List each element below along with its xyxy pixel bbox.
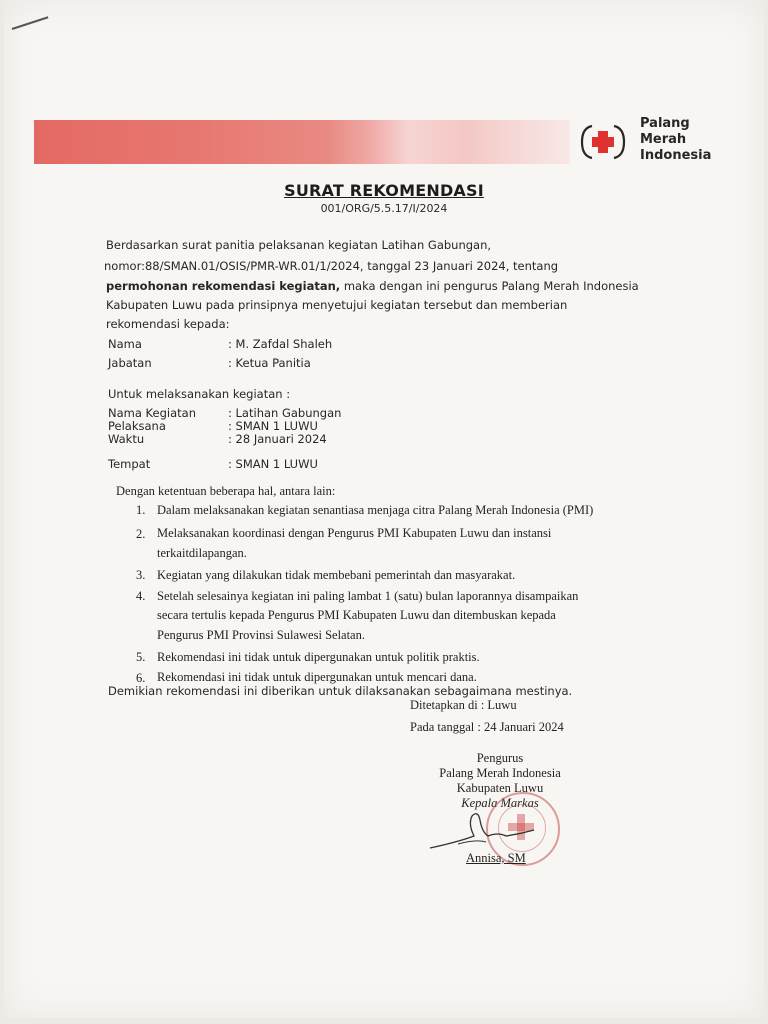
recipient-position-label: Jabatan (108, 356, 152, 370)
intro-line-4: Kabupaten Luwu pada prinsipnya menyetujui kegiatan tersebut dan memberian (106, 298, 568, 312)
letterhead-banner (34, 120, 570, 164)
recipient-name-label: Nama (108, 337, 142, 351)
condition-text: Rekomendasi ini tidak untuk dipergunakan untuk mencari dana. (157, 670, 477, 684)
activity-heading: Untuk melaksanakan kegiatan : (108, 387, 291, 401)
issued-date: Pada tanggal : 24 Januari 2024 (410, 720, 564, 734)
condition-text: Dalam melaksanakan kegiatan senantiasa menjaga citra Palang Merah Indonesia (PMI) (157, 503, 594, 517)
condition-number: 2. (136, 527, 146, 541)
closing-line: Demikian rekomendasi ini diberikan untuk dilaksanakan sebagaimana mestinya. (108, 684, 573, 698)
activity-name-label: Nama Kegiatan (108, 406, 196, 420)
condition-text: secara tertulis kepada Pengurus PMI Kabupaten Luwu dan ditembuskan kepada (157, 608, 556, 622)
issued-place: Ditetapkan di : Luwu (410, 698, 517, 712)
condition-number: 3. (136, 568, 146, 582)
condition-number: 6. (136, 671, 146, 685)
conditions-heading: Dengan ketentuan beberapa hal, antara lain: (116, 484, 336, 498)
signatory-line-2: Palang Merah Indonesia (439, 766, 561, 780)
activity-place-value: : SMAN 1 LUWU (228, 457, 318, 471)
signatory-role: Kepala Markas (461, 796, 539, 810)
activity-time-label: Waktu (108, 432, 145, 446)
condition-text: Setelah selesainya kegiatan ini paling lambat 1 (satu) bulan laporannya disampaikan (157, 589, 579, 603)
condition-number: 5. (136, 650, 146, 664)
intro-rest: maka dengan ini pengurus Palang Merah Indonesia (340, 279, 639, 293)
handwritten-signature (428, 806, 538, 856)
logo-line-3: Indonesia (640, 148, 712, 163)
logo-line-1: Palang (640, 116, 690, 131)
pen-mark (12, 16, 49, 30)
signatory-line-3: Kabupaten Luwu (456, 781, 544, 795)
intro-line-3 (106, 279, 639, 293)
activity-organizer-value: : SMAN 1 LUWU (228, 419, 318, 433)
intro-bold: permohonan rekomendasi kegiatan, (106, 279, 341, 293)
activity-time-value: : 28 Januari 2024 (228, 432, 327, 446)
activity-organizer-label: Pelaksana (108, 419, 166, 433)
activity-name-value: : Latihan Gabungan (228, 406, 342, 420)
pmi-cross-icon (578, 122, 628, 162)
logo-line-2: Merah (640, 132, 687, 147)
letter-title: SURAT REKOMENDASI (284, 181, 484, 200)
signatory-line-1: Pengurus (476, 751, 524, 765)
condition-text: Rekomendasi ini tidak untuk dipergunakan untuk politik praktis. (157, 650, 480, 664)
signatory-name: Annisa, SM (466, 851, 526, 865)
recipient-name-value: : M. Zafdal Shaleh (228, 337, 333, 351)
condition-text: Melaksanakan koordinasi dengan Pengurus PMI Kabupaten Luwu dan instansi (157, 526, 552, 540)
recipient-position-value: : Ketua Panitia (228, 356, 311, 370)
intro-line-1: Berdasarkan surat panitia pelaksanan kegiatan Latihan Gabungan, (106, 238, 492, 252)
condition-text: Pengurus PMI Provinsi Sulawesi Selatan. (157, 628, 365, 642)
condition-number: 4. (136, 589, 146, 603)
condition-text: Kegiatan yang dilakukan tidak membebani pemerintah dan masyarakat. (157, 568, 516, 582)
intro-line-5: rekomendasi kepada: (106, 317, 230, 331)
condition-text: terkaitdilapangan. (157, 546, 247, 560)
letter-number: 001/ORG/5.5.17/I/2024 (320, 202, 448, 215)
activity-place-label: Tempat (108, 457, 151, 471)
condition-number: 1. (136, 503, 146, 517)
intro-line-2: nomor:88/SMAN.01/OSIS/PMR-WR.01/1/2024, tanggal 23 Januari 2024, tentang (104, 259, 559, 273)
